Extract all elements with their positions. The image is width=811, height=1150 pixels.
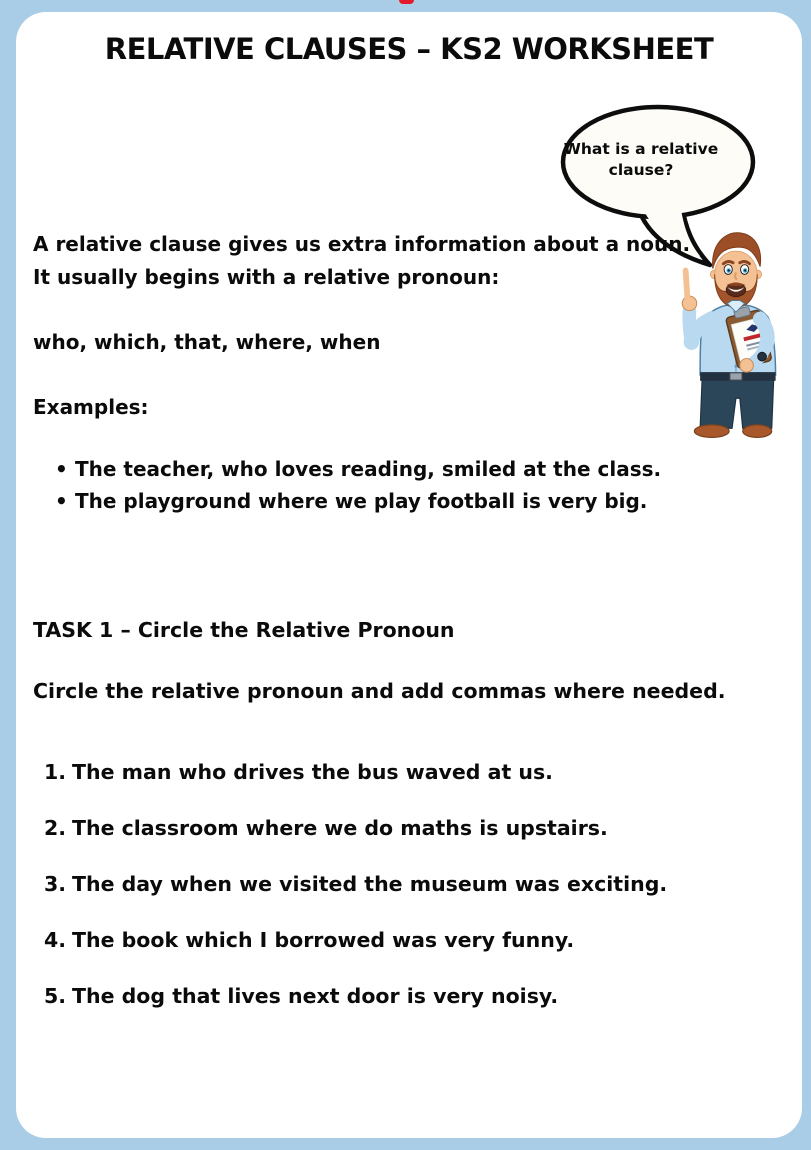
item-text: The man who drives the bus waved at us. bbox=[72, 760, 553, 784]
task1-heading: TASK 1 – Circle the Relative Pronoun bbox=[33, 618, 455, 642]
item-number: 1. bbox=[43, 760, 66, 784]
task-item bbox=[36, 868, 776, 901]
task-item bbox=[36, 980, 776, 1013]
item-number: 4. bbox=[43, 928, 66, 952]
example-text: The playground where we play football is very big. bbox=[75, 489, 648, 513]
example-text: The teacher, who loves reading, smiled at the class. bbox=[75, 457, 662, 481]
task1-items bbox=[36, 756, 776, 1036]
character-legs bbox=[694, 380, 773, 438]
worksheet-page bbox=[16, 12, 802, 1138]
bullet-dot: • bbox=[55, 489, 68, 513]
relative-pronoun-list: who, which, that, where, when bbox=[33, 330, 381, 354]
item-number: 2. bbox=[43, 816, 66, 840]
task1-instruction: Circle the relative pronoun and add commas where needed. bbox=[33, 679, 726, 703]
task-item bbox=[36, 924, 776, 957]
item-text: The book which I borrowed was very funny. bbox=[72, 928, 575, 952]
item-text: The classroom where we do maths is upstairs. bbox=[72, 816, 608, 840]
top-red-mark bbox=[399, 0, 414, 4]
example-item bbox=[55, 453, 785, 485]
intro-paragraph: A relative clause gives us extra information about a noun. It usually begins with a relative pronoun: bbox=[33, 232, 691, 289]
item-text: The dog that lives next door is very noisy. bbox=[72, 984, 559, 1008]
holding-hand bbox=[740, 359, 754, 373]
speech-bubble-text: What is a relative clause? bbox=[563, 140, 719, 179]
worksheet-title: RELATIVE CLAUSES – KS2 WORKSHEET bbox=[104, 32, 714, 66]
item-number: 5. bbox=[43, 984, 66, 1008]
item-number: 3. bbox=[43, 872, 66, 896]
examples-list bbox=[55, 453, 785, 517]
item-text: The day when we visited the museum was exciting. bbox=[72, 872, 668, 896]
left-shoe bbox=[694, 425, 729, 438]
examples-label: Examples: bbox=[33, 395, 149, 419]
example-item bbox=[55, 485, 785, 517]
task-item bbox=[36, 756, 776, 789]
right-shoe bbox=[743, 425, 772, 438]
task-item bbox=[36, 812, 776, 845]
watch bbox=[758, 352, 767, 361]
belt-buckle bbox=[730, 373, 742, 380]
character-head bbox=[710, 233, 761, 312]
bullet-dot: • bbox=[55, 457, 68, 481]
